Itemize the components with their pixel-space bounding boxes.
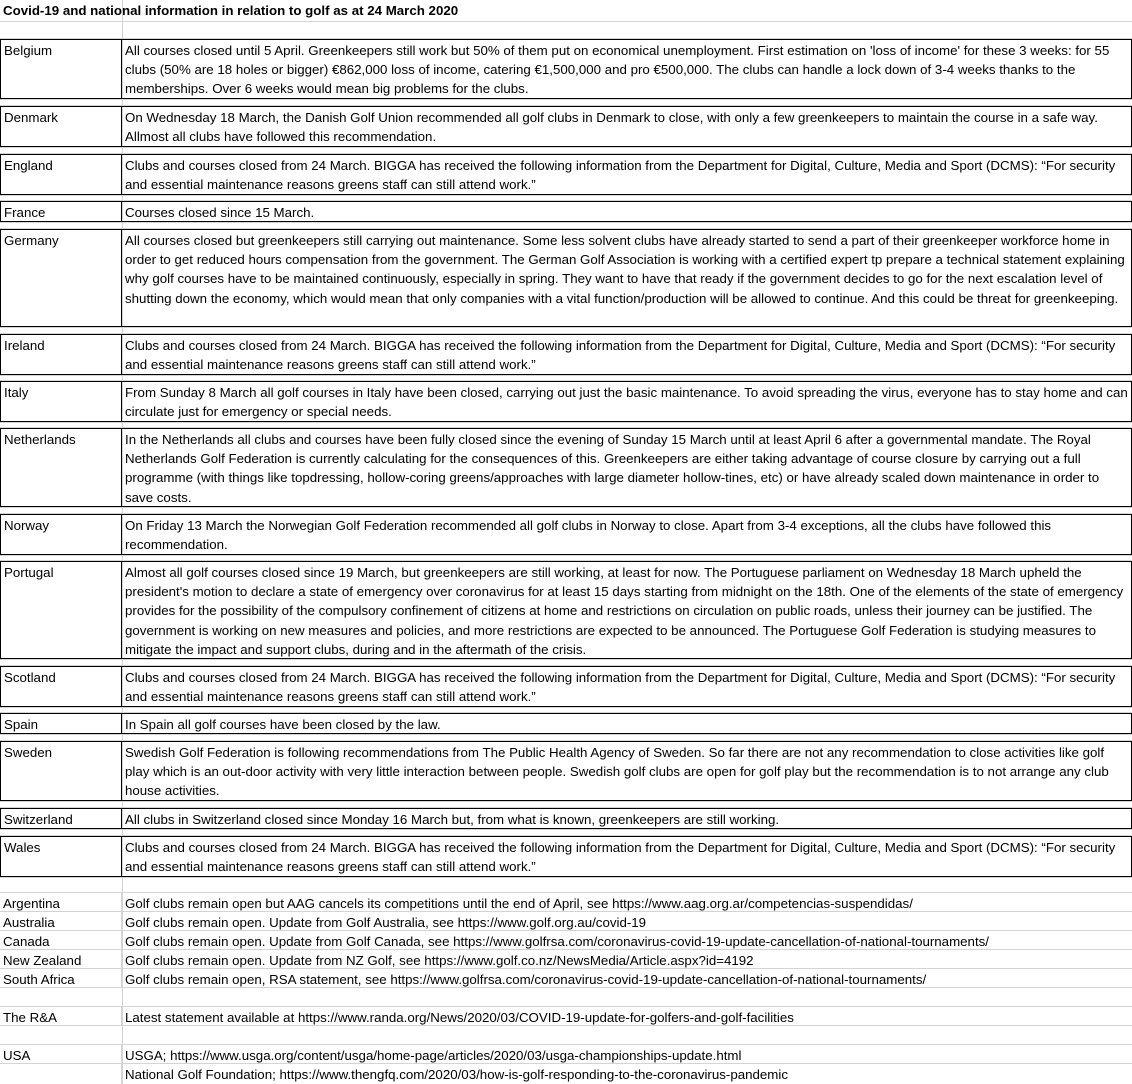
empty-cell[interactable] <box>0 1064 122 1084</box>
sheet-title[interactable]: Covid-19 and national information in relation to golf as at 24 March 2020 <box>3 3 459 18</box>
info-cell[interactable]: USGA; https://www.usga.org/content/usga/home-page/articles/2020/03/usga-championships-update.html <box>125 1048 742 1063</box>
table-row <box>0 1045 1132 1064</box>
table-row <box>0 229 1132 328</box>
table-row <box>0 1007 1132 1026</box>
table-row <box>0 381 1132 423</box>
info-cell[interactable]: From Sunday 8 March all golf courses in Italy have been closed, carrying out just the basic maintenance. To avoid spreading the virus, everyone has to stay home and can circulate just for emergency or special needs. <box>122 381 1132 422</box>
country-cell[interactable]: Argentina <box>0 893 122 911</box>
info-cell[interactable]: Latest statement available at https://www.randa.org/News/2020/03/COVID-19-update-for-golfers-and-golf-facilities <box>125 1010 794 1025</box>
info-cell[interactable]: Clubs and courses closed from 24 March. BIGGA has received the following information from the Department for Digital, Culture, Media and Sport (DCMS): “For security and essential maintenance reasons greens staff can still attend work.” <box>122 154 1132 195</box>
info-cell[interactable]: Clubs and courses closed from 24 March. BIGGA has received the following information from the Department for Digital, Culture, Media and Sport (DCMS): “For security and essential maintenance reasons greens staff can still attend work.” <box>122 334 1132 375</box>
info-cell[interactable]: All courses closed until 5 April. Greenkeepers still work but 50% of them put on economical unemployment. First estimation on 'loss of income' for these 3 weeks: for 55 clubs (50% are 18 holes or bigger) €862,000 loss of income, catering €1,500,000 and pro €500,000. The clubs can handle a lock down of 3-4 weeks thanks to the memberships. Over 6 weeks would mean big problems for the clubs. <box>122 39 1132 99</box>
info-cell[interactable]: All clubs in Switzerland closed since Monday 16 March but, from what is known, greenkeepers are still working. <box>122 808 1132 829</box>
country-cell[interactable]: Spain <box>0 713 122 734</box>
country-cell[interactable]: Ireland <box>0 334 122 375</box>
country-cell[interactable]: Norway <box>0 514 122 555</box>
info-cell[interactable]: Golf clubs remain open but AAG cancels its competitions until the end of April, see https://www.aag.org.ar/competencias-suspendidas/ <box>125 896 913 911</box>
info-cell[interactable]: Clubs and courses closed from 24 March. BIGGA has received the following information from the Department for Digital, Culture, Media and Sport (DCMS): “For security and essential maintenance reasons greens staff can still attend work.” <box>122 836 1132 877</box>
spacer-row <box>0 22 1132 39</box>
info-cell[interactable]: Almost all golf courses closed since 19 March, but greenkeepers are still working, at least for now. The Portuguese parliament on Wednesday 18 March upheld the president's motion to declare a state of emergency over coronavirus for at least 15 days starting from midnight on the 18th. One of the elements of the state of emergency provides for the possibility of the compulsory confinement of citizens at home and restrictions on circulation on public roads, unless their journey can be justified. The government is working on new measures and policies, and more restrictions are expected to be announced. The Portuguese Golf Federation is studying measures to mitigate the impact and support clubs, during and in the aftermath of the crisis. <box>122 561 1132 659</box>
table-row <box>0 428 1132 508</box>
country-cell[interactable]: The R&A <box>0 1007 122 1025</box>
country-cell[interactable]: Italy <box>0 381 122 422</box>
table-row <box>0 741 1132 802</box>
country-cell[interactable]: Scotland <box>0 666 122 707</box>
info-cell[interactable]: Golf clubs remain open. Update from NZ Golf, see https://www.golf.co.nz/NewsMedia/Article.aspx?id=4192 <box>125 953 754 968</box>
country-cell[interactable]: Belgium <box>0 39 122 99</box>
table-row <box>0 1064 1132 1084</box>
country-cell[interactable]: USA <box>0 1045 122 1063</box>
info-cell[interactable]: All courses closed but greenkeepers still carrying out maintenance. Some less solvent clubs have already started to send a part of their greenkeeper workforce home in order to get reduced hours compensation from the government. The German Golf Association is working with a certified expert tp prepare a technical statement explaining why golf courses have to be maintained continuously, especially in spring. They want to have that ready if the government decides to go for the next escalation level of shutting down the economy, which would mean that only companies with a vital function/production will be allowed to continue. And this could be threat for greenkeeping. <box>122 229 1132 327</box>
country-cell[interactable]: Denmark <box>0 106 122 147</box>
table-row <box>0 154 1132 196</box>
info-cell[interactable]: In the Netherlands all clubs and courses have been fully closed since the evening of Sunday 15 March until at least April 6 after a governmental mandate. The Royal Netherlands Golf Federation is currently calculating for the consequences of this. Greenkeepers are either taking advantage of course closure by carrying out a full programme (with things like topdressing, hollow-coring greens/approaches with large diameter hollow-tines, etc) or have already scaled down maintenance in order to save costs. <box>122 428 1132 507</box>
table-row <box>0 931 1132 950</box>
info-cell[interactable]: Golf clubs remain open. Update from Golf Australia, see https://www.golf.org.au/covid-19 <box>125 915 647 930</box>
table-row <box>0 950 1132 969</box>
table-row <box>0 106 1132 148</box>
info-cell[interactable]: On Wednesday 18 March, the Danish Golf Union recommended all golf clubs in Denmark to close, with only a few greenkeepers to maintain the course in a safe way. Allmost all clubs have followed this recommendation. <box>122 106 1132 147</box>
info-cell[interactable]: Courses closed since 15 March. <box>122 201 1132 222</box>
country-cell[interactable]: France <box>0 201 122 222</box>
spacer-row <box>0 878 1132 893</box>
country-cell[interactable]: Germany <box>0 229 122 327</box>
country-cell[interactable]: Portugal <box>0 561 122 659</box>
info-cell[interactable]: Golf clubs remain open, RSA statement, see https://www.golfrsa.com/coronavirus-covid-19-update-cancellation-of-national-tournaments/ <box>125 972 927 987</box>
table-row <box>0 969 1132 988</box>
info-cell[interactable]: Swedish Golf Federation is following recommendations from The Public Health Agency of Sweden. So far there are not any recommendation to close activities like golf play which is an out-door activity with very little interaction between people. Swedish golf clubs are open for golf play but the recommendation is to not arrange any club house activities. <box>122 741 1132 801</box>
country-cell[interactable]: Canada <box>0 931 122 949</box>
table-row <box>0 39 1132 100</box>
info-cell[interactable]: In Spain all golf courses have been closed by the law. <box>122 713 1132 734</box>
country-cell[interactable]: Wales <box>0 836 122 877</box>
country-cell[interactable]: Australia <box>0 912 122 930</box>
country-cell[interactable]: Netherlands <box>0 428 122 507</box>
table-row <box>0 561 1132 660</box>
country-cell[interactable]: New Zealand <box>0 950 122 968</box>
spacer-row <box>0 1026 1132 1045</box>
info-cell[interactable]: Golf clubs remain open. Update from Golf Canada, see https://www.golfrsa.com/coronavirus-covid-19-update-cancellation-of-national-tournaments/ <box>125 934 989 949</box>
table-row <box>0 334 1132 376</box>
table-row <box>0 666 1132 708</box>
info-cell[interactable]: National Golf Foundation; https://www.thengfq.com/2020/03/how-is-golf-responding-to-the-coronavirus-pandemic <box>125 1067 788 1082</box>
title-row <box>0 0 1132 22</box>
country-cell[interactable]: South Africa <box>0 969 122 987</box>
table-row <box>0 201 1132 223</box>
table-row <box>0 836 1132 878</box>
table-row <box>0 713 1132 735</box>
country-cell[interactable]: Sweden <box>0 741 122 801</box>
table-row <box>0 912 1132 931</box>
table-row <box>0 514 1132 556</box>
country-cell[interactable]: Switzerland <box>0 808 122 829</box>
info-cell[interactable]: On Friday 13 March the Norwegian Golf Federation recommended all golf clubs in Norway to close. Apart from 3-4 exceptions, all the clubs have followed this recommendation. <box>122 514 1132 555</box>
table-row <box>0 808 1132 830</box>
country-cell[interactable]: England <box>0 154 122 195</box>
spacer-row <box>0 988 1132 1007</box>
table-row <box>0 893 1132 912</box>
info-cell[interactable]: Clubs and courses closed from 24 March. BIGGA has received the following information from the Department for Digital, Culture, Media and Sport (DCMS): “For security and essential maintenance reasons greens staff can still attend work.” <box>122 666 1132 707</box>
